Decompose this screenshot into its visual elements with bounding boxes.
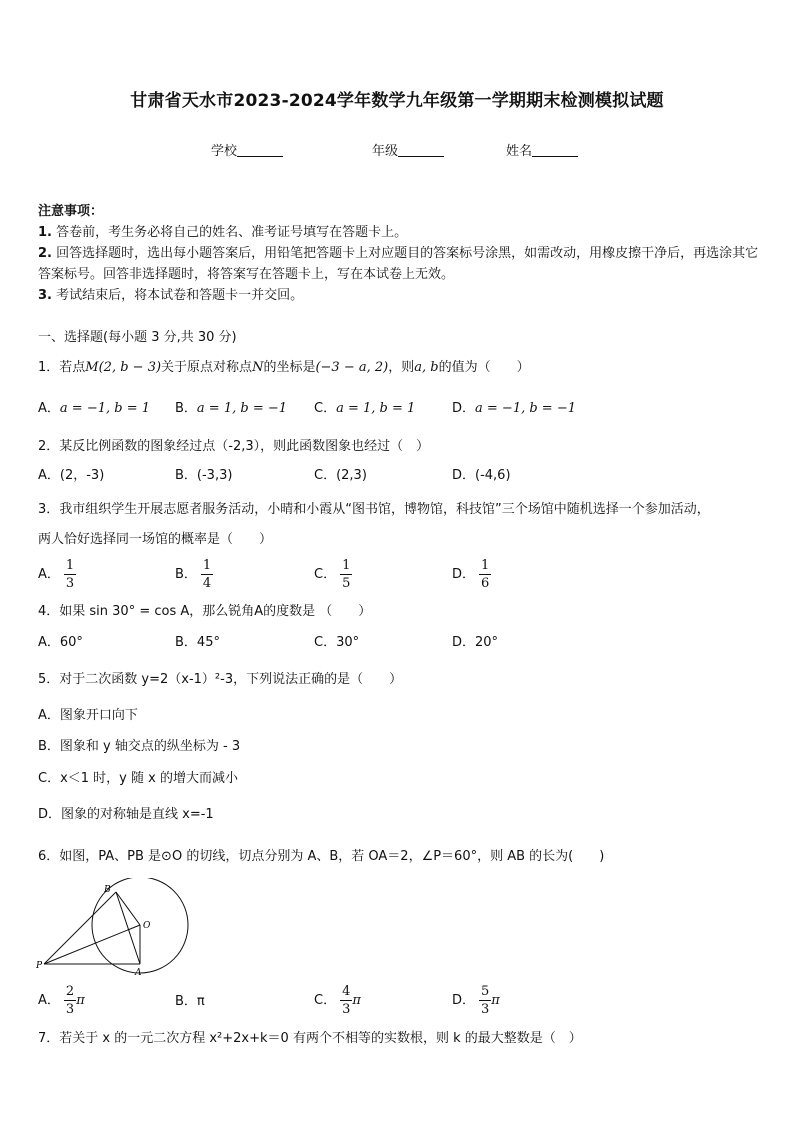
notice-item-1 — [38, 222, 760, 243]
q1-number: 1． — [38, 360, 60, 375]
q6-geometry-figure — [36, 878, 196, 978]
q1-text: ，则 — [388, 360, 415, 375]
notice-item-2 — [38, 243, 760, 285]
fraction: $\frac{1}{3}$ — [65, 558, 75, 591]
notice-item-3 — [38, 285, 760, 306]
notice-text: 考试结束后，将本试卷和答题卡一并交回。 — [56, 288, 304, 303]
q1-math: a, b — [414, 360, 439, 375]
page-title: 甘肃省天水市2023-2024学年数学九年级第一学期期末检测模拟试题 — [130, 91, 664, 111]
q2-option-a: A．(2，-3) — [38, 468, 105, 483]
q3-option-c: C． $\frac{1}{5}$ — [314, 558, 351, 591]
label-b: B — [104, 885, 111, 895]
grade-label: 年级 — [372, 144, 399, 159]
question-5: 5．对于二次函数 y=2（x-1）²-3，下列说法正确的是（ ） — [38, 672, 403, 687]
q4-option-a: A．60° — [38, 635, 83, 650]
notice-num: 2. — [38, 246, 52, 261]
question-3-line-2: 两人恰好选择同一场馆的概率是（ ） — [38, 532, 273, 547]
q3-option-b: B． $\frac{1}{4}$ — [175, 558, 212, 591]
fraction: $\frac{1}{4}$ — [202, 558, 212, 591]
school-label: 学校 — [211, 144, 238, 159]
q1-option-a: A．a = −1, b = 1 — [38, 401, 150, 416]
notice-heading: 注意事项： — [38, 204, 104, 219]
q1-option-b: B．a = 1, b = −1 — [175, 401, 288, 416]
label-a: A — [135, 968, 142, 978]
q5-option-c: C．x＜1 时，y 随 x 的增大而减小 — [38, 771, 238, 786]
question-4: 4．如果 sin 30° = cos A，那么锐角A的度数是 （ ） — [38, 604, 372, 619]
notice-num: 3. — [38, 288, 52, 303]
q4-option-b: B．45° — [175, 635, 220, 650]
q1-math: N — [252, 360, 264, 375]
q1-text: 的坐标是 — [263, 360, 316, 375]
notice-num: 1. — [38, 225, 52, 240]
q1-math: M(2, b − 3) — [85, 360, 162, 375]
fraction: $\frac{1}{5}$ — [342, 558, 351, 591]
q3-option-a: A． $\frac{1}{3}$ — [38, 558, 75, 591]
notice-text: 回答选择题时，选出每小题答案后，用铅笔把答题卡上对应题目的答案标号涂黑，如需改动，用橡皮擦干净后，再选涂其它答案标号。回答非选择题时，将答案写在答题卡上，写在本试卷上无效。 — [38, 246, 759, 282]
q1-math: (−3 − a, 2) — [315, 360, 389, 375]
q1-text: 若点 — [59, 360, 86, 375]
q5-option-d: D．图象的对称轴是直线 x=-1 — [38, 807, 214, 822]
label-o: O — [143, 921, 151, 931]
question-3-line-1: 3．我市组织学生开展志愿者服务活动，小晴和小霞从“图书馆，博物馆，科技馆”三个场馆中随机选择一个参加活动， — [38, 502, 710, 517]
fraction: $\frac{5}{3}$ — [481, 984, 490, 1017]
line-ab — [116, 892, 140, 964]
line-ob — [116, 892, 140, 925]
name-label: 姓名 — [506, 144, 533, 159]
q1-option-d: D．a = −1, b = −1 — [452, 401, 576, 416]
fraction: $\frac{4}{3}$ — [342, 984, 351, 1017]
q3-option-d: D． $\frac{1}{6}$ — [452, 558, 490, 591]
q6-option-c: C． $\frac{4}{3}$ π — [314, 984, 361, 1017]
q2-option-b: B．(-3,3) — [175, 468, 233, 483]
q1-text: 关于原点对称点 — [161, 360, 253, 375]
label-p: P — [36, 961, 43, 971]
q4-option-c: C．30° — [314, 635, 360, 650]
q5-option-b: B．图象和 y 轴交点的纵坐标为 - 3 — [38, 739, 241, 754]
grade-field — [372, 140, 444, 159]
fraction: $\frac{2}{3}$ — [65, 984, 75, 1017]
section-heading: 一、选择题(每小题 3 分,共 30 分) — [38, 330, 237, 345]
q6-option-d: D． $\frac{5}{3}$ π — [452, 984, 500, 1017]
school-blank — [237, 144, 283, 157]
q1-text: 的值为（ ） — [438, 360, 530, 375]
q4-option-d: D．20° — [452, 635, 499, 650]
name-field — [506, 140, 578, 159]
q2-option-d: D．(-4,6) — [452, 468, 511, 483]
school-field — [211, 140, 283, 159]
q6-option-a: A． $\frac{2}{3}$ π — [38, 984, 85, 1017]
q5-option-a: A．图象开口向下 — [38, 708, 138, 723]
question-6: 6．如图，PA、PB 是⊙O 的切线，切点分别为 A、B，若 OA＝2，∠P＝60°，则 AB 的长为( ) — [38, 849, 605, 864]
grade-blank — [398, 144, 444, 157]
question-1 — [38, 357, 760, 378]
question-7: 7．若关于 x 的一元二次方程 x²+2x+k＝0 有两个不相等的实数根，则 k 的最大整数是（ ） — [38, 1031, 582, 1046]
q1-option-c: C．a = 1, b = 1 — [314, 401, 416, 416]
q2-option-c: C．(2,3) — [314, 468, 367, 483]
line-pb — [44, 892, 116, 964]
name-blank — [532, 144, 578, 157]
q6-option-b: B．π — [175, 994, 205, 1009]
question-2: 2．某反比例函数的图象经过点（-2,3），则此函数图象也经过（ ） — [38, 439, 430, 454]
notice-text: 答卷前，考生务必将自己的姓名、准考证号填写在答题卡上。 — [56, 225, 408, 240]
fraction: $\frac{1}{6}$ — [481, 558, 490, 591]
